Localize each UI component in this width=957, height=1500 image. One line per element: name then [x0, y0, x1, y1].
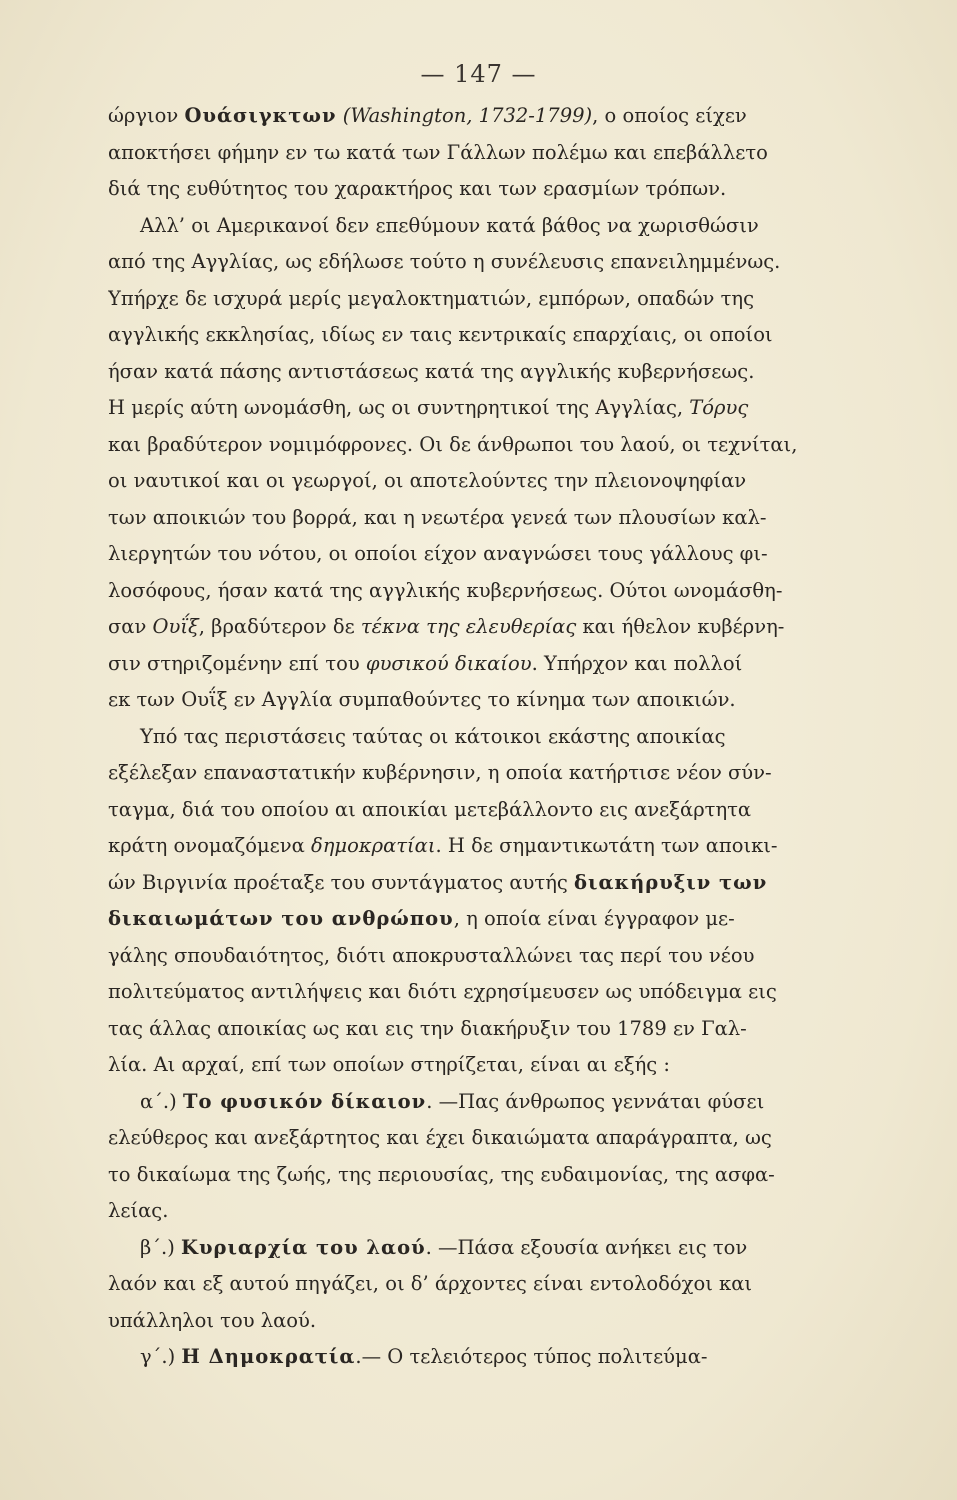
text-segment: ταγμα, διά του οποίου αι αποικίαι μετεβάλλοντο εις ανεξάρτητα — [108, 797, 752, 821]
text-line — [108, 1011, 863, 1048]
text-segment: Υπήρχε δε ισχυρά μερίς μεγαλοκτηματιών, εμπόρων, οπαδών της — [108, 286, 754, 310]
text-line — [108, 1266, 863, 1303]
text-segment: .— Ο τελειότερος τύπος πολιτεύμα- — [355, 1345, 708, 1368]
text-segment: γ΄.) — [140, 1345, 182, 1368]
text-line — [108, 317, 863, 354]
text-line — [108, 1084, 863, 1121]
text-segment: ών Βιργινία προέταξε του συντάγματος αυτής — [108, 870, 574, 894]
text-line — [108, 1230, 863, 1267]
text-segment: . —Πας άνθρωπος γεννάται φύσει — [426, 1089, 765, 1113]
text-line — [108, 98, 863, 135]
text-line — [108, 463, 863, 500]
text-segment: και ήθελον κυβέρνη- — [576, 615, 785, 638]
text-segment: εξέλεξαν επαναστατικήν κυβέρνησιν, η οποία κατήρτισε νέον σύν- — [108, 761, 772, 784]
text-segment: πολιτεύματος αντιλήψεις και διότι εχρησίμευσεν ως υπόδειγμα εις — [108, 980, 777, 1003]
bold-heading-text: Κυριαρχία του λαού — [181, 1235, 426, 1259]
text-line — [108, 1157, 863, 1194]
text-line — [108, 1193, 863, 1230]
text-line — [108, 1303, 863, 1340]
text-line — [108, 828, 863, 865]
text-segment: αποκτήσει φήμην εν τω κατά των Γάλλων πολέμω και επεβάλλετο — [108, 140, 768, 164]
text-segment: σαν — [108, 615, 153, 638]
text-line — [108, 938, 863, 975]
text-segment: . —Πάσα εξουσία ανήκει εις τον — [425, 1235, 748, 1259]
text-segment: των αποικιών του βορρά, και η νεωτέρα γενεά των πλουσίων καλ- — [108, 505, 767, 529]
text-segment: διά της ευθύτητος του χαρακτήρος και των ερασμίων τρόπων. — [108, 177, 727, 200]
text-segment: λιεργητών του νότου, οι οποίοι είχον αναγνώσει τους γάλλους φι- — [108, 542, 768, 565]
text-segment: Η μερίς αύτη ωνομάσθη, ως οι συντηρητικοί της Αγγλίας, — [108, 396, 690, 419]
text-line — [108, 865, 863, 902]
text-segment: . Υπήρχον και πολλοί — [531, 651, 743, 675]
text-line — [108, 573, 863, 610]
text-segment: γάλης σπουδαιότητος, διότι αποκρυσταλλώνει τας περί του νέου — [108, 943, 755, 967]
text-line — [108, 1120, 863, 1157]
text-line — [108, 1339, 863, 1376]
text-segment: Υπό τας περιστάσεις ταύτας οι κάτοικοι εκάστης αποικίας — [140, 724, 726, 748]
text-line — [108, 281, 863, 318]
text-line — [108, 901, 863, 938]
page-number: — 147 — — [420, 60, 537, 88]
italic-text: φυσικού δικαίου — [365, 651, 532, 675]
text-segment: το δικαίωμα της ζωής, της περιουσίας, της ευδαιμονίας, της ασφα- — [108, 1162, 775, 1186]
text-segment: Αλλ’ οι Αμερικανοί δεν επεθύμουν κατά βάθος να χωρισθώσιν — [140, 213, 759, 237]
italic-text: τέκνα της ελευθερίας — [360, 615, 577, 638]
italic-text: Τόρυς — [689, 396, 749, 419]
text-segment: ώργιον — [108, 104, 185, 127]
text-segment: τας άλλας αποικίας ως και εις την διακήρυξιν του 1789 εν Γαλ- — [108, 1016, 747, 1040]
text-segment: λείας. — [108, 1199, 169, 1222]
bold-heading-text: Η Δημοκρατία — [181, 1345, 356, 1368]
italic-text: Ουΐξ — [152, 615, 199, 638]
text-line — [108, 682, 863, 719]
text-segment: β΄.) — [140, 1235, 182, 1259]
text-line — [108, 609, 863, 646]
text-line — [108, 1047, 863, 1084]
text-segment: , η οποία είναι έγγραφον με- — [453, 907, 735, 930]
bold-heading-text: διακήρυξιν των — [574, 870, 768, 894]
italic-text: (Washington, 1732-1799) — [336, 104, 593, 127]
text-segment: . Η δε σημαντικωτάτη των αποικι- — [435, 834, 778, 857]
text-line — [108, 135, 863, 172]
text-segment: λοσόφους, ήσαν κατά της αγγλικής κυβερνήσεως. Ούτοι ωνομάσθη- — [108, 578, 783, 602]
text-segment: σιν στηριζομένην επί του — [108, 651, 366, 675]
bold-heading-text: Το φυσικόν δίκαιον — [182, 1089, 427, 1113]
text-line — [108, 208, 863, 245]
text-segment: υπάλληλοι του λαού. — [108, 1308, 317, 1332]
text-segment: από της Αγγλίας, ως εδήλωσε τούτο η συνέλευσις επανειλημμένως. — [108, 250, 781, 273]
text-line — [108, 244, 863, 281]
text-segment: κράτη ονομαζόμενα — [108, 834, 311, 857]
text-line — [108, 755, 863, 792]
text-line — [108, 974, 863, 1011]
text-line — [108, 390, 863, 427]
text-line — [108, 646, 863, 683]
text-segment: , βραδύτερον δε — [198, 615, 361, 638]
text-line — [108, 536, 863, 573]
text-segment: , ο οποίος είχεν — [592, 104, 747, 127]
italic-text: δημοκρατίαι — [310, 834, 436, 857]
text-line — [108, 427, 863, 464]
text-segment: λία. Αι αρχαί, επί των οποίων στηρίζεται, είναι αι εξής : — [108, 1053, 670, 1076]
text-segment: οι ναυτικοί και οι γεωργοί, οι αποτελούντες την πλειονοψηφίαν — [108, 469, 747, 492]
bold-heading-text: δικαιωμάτων του ανθρώπου — [108, 907, 454, 930]
text-segment: αγγλικής εκκλησίας, ιδίως εν ταις κεντρικαίς επαρχίαις, οι οποίοι — [108, 323, 773, 346]
body-text — [108, 98, 863, 1376]
text-segment: ήσαν κατά πάσης αντιστάσεως κατά της αγγλικής κυβερνήσεως. — [108, 359, 755, 383]
text-line — [108, 500, 863, 537]
text-line — [108, 171, 863, 208]
text-segment: α΄.) — [140, 1089, 183, 1113]
text-segment: λαόν και εξ αυτού πηγάζει, οι δ’ άρχοντες είναι εντολοδόχοι και — [108, 1272, 753, 1295]
text-segment: και βραδύτερον νομιμόφρονες. Οι δε άνθρωποι του λαού, οι τεχνίται, — [108, 432, 798, 456]
text-line — [108, 792, 863, 829]
text-segment: εκ των Ουΐξ εν Αγγλία συμπαθούντες το κίνημα των αποικιών. — [108, 688, 736, 711]
text-line — [108, 354, 863, 391]
text-line — [108, 719, 863, 756]
bold-heading-text: Ουάσιγκτων — [184, 104, 337, 127]
text-segment: ελεύθερος και ανεξάρτητος και έχει δικαιώματα απαράγραπτα, ως — [108, 1126, 772, 1149]
